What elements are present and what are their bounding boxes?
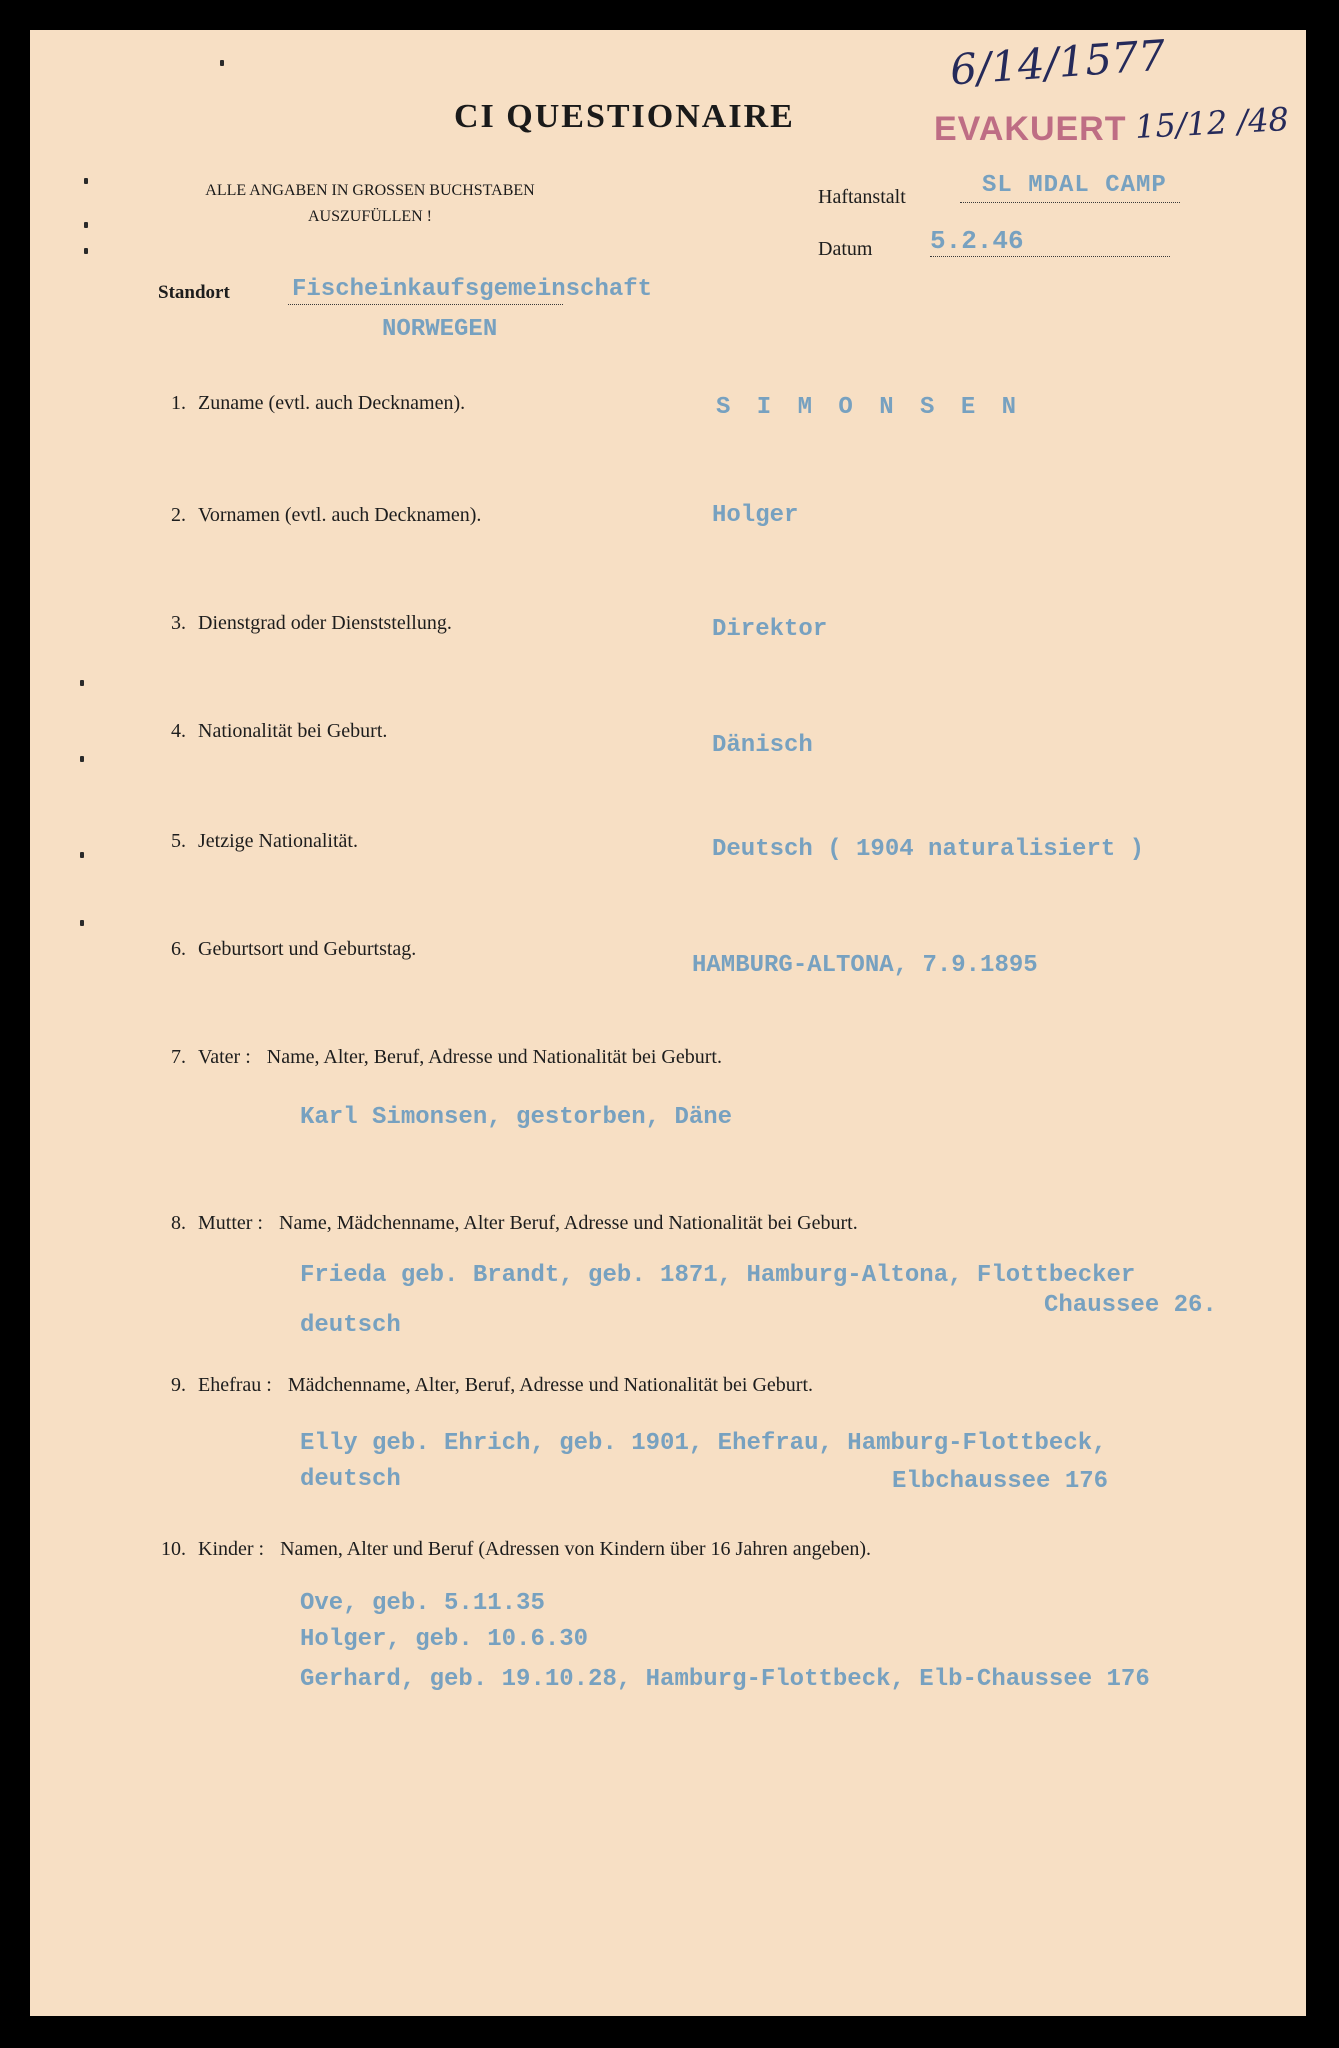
field-vornamen-value: Holger	[712, 502, 799, 529]
handwritten-date: 15/12 /48	[1134, 99, 1290, 147]
field-kinder-value-line: Gerhard, geb. 19.10.28, Hamburg-Flottbeck, Elb-Chaussee 176	[300, 1666, 1150, 1693]
haftanstalt-underline	[960, 202, 1180, 203]
datum-label: Datum	[818, 238, 873, 260]
field-vornamen-label: 2. Vornamen (evtl. auch Decknamen).	[171, 504, 482, 526]
archive-number: 6/14/1577	[948, 30, 1167, 95]
standort-underline	[288, 304, 563, 305]
margin-mark	[220, 60, 224, 66]
field-kinder-label: 10. Kinder : Namen, Alter und Beruf (Adressen von Kindern über 16 Jahren angeben).	[161, 1538, 872, 1560]
standort-value-line2: NORWEGEN	[382, 316, 498, 343]
field-vater-value: Karl Simonsen, gestorben, Däne	[300, 1104, 733, 1131]
field-mutter-value-line1: Frieda geb. Brandt, geb. 1871, Hamburg-Altona, Flottbecker	[300, 1262, 1136, 1289]
field-ehefrau-value-line2: deutsch	[300, 1466, 401, 1493]
field-vater-label: 7. Vater : Name, Alter, Beruf, Adresse und Nationalität bei Geburt.	[171, 1046, 722, 1068]
datum-value: 5.2.46	[930, 226, 1024, 256]
field-mutter-value-line3: deutsch	[300, 1312, 401, 1339]
field-ehefrau-value-line1: Elly geb. Ehrich, geb. 1901, Ehefrau, Hamburg-Flottbeck,	[300, 1430, 1107, 1457]
field-dienstgrad-label: 3. Dienstgrad oder Dienststellung.	[171, 612, 452, 634]
field-jetzige-nationalitaet-value: Deutsch ( 1904 naturalisiert )	[712, 836, 1145, 863]
standort-label: Standort	[158, 282, 230, 303]
haftanstalt-value: SL MDAL CAMP	[982, 172, 1167, 199]
field-geburtsort-label: 6. Geburtsort und Geburtstag.	[171, 938, 417, 960]
margin-mark	[80, 680, 84, 686]
margin-mark	[84, 222, 88, 228]
field-nationalitaet-geburt-value: Dänisch	[712, 732, 813, 759]
margin-mark	[84, 248, 88, 254]
field-zuname-label: 1. Zuname (evtl. auch Decknamen).	[171, 392, 466, 414]
field-ehefrau-value-line2b: Elbchaussee 176	[892, 1468, 1109, 1495]
field-mutter-label: 8. Mutter : Name, Mädchenname, Alter Beruf, Adresse und Nationalität bei Geburt.	[171, 1212, 858, 1234]
field-nationalitaet-geburt-label: 4. Nationalität bei Geburt.	[171, 720, 388, 742]
evakuert-stamp: EVAKUERT	[934, 110, 1127, 148]
field-zuname-value: S I M O N S E N	[716, 394, 1023, 421]
margin-mark	[80, 852, 84, 858]
instruction-line: AUSZUFÜLLEN !	[308, 208, 432, 225]
field-dienstgrad-value: Direktor	[712, 616, 828, 643]
margin-mark	[80, 920, 84, 926]
questionnaire-page	[30, 30, 1306, 2016]
instruction-line: ALLE ANGABEN IN GROSSEN BUCHSTABEN	[205, 182, 535, 199]
field-geburtsort-value: HAMBURG-ALTONA, 7.9.1895	[692, 952, 1038, 979]
haftanstalt-label: Haftanstalt	[818, 186, 906, 208]
instructions	[150, 178, 590, 230]
field-kinder-value-line: Holger, geb. 10.6.30	[300, 1626, 589, 1653]
datum-underline	[930, 256, 1170, 257]
standort-value: Fischeinkaufsgemeinschaft	[292, 276, 653, 303]
field-mutter-value-line2: Chaussee 26.	[1044, 1292, 1217, 1319]
margin-mark	[80, 756, 84, 762]
margin-mark	[84, 178, 88, 184]
form-title: CI QUESTIONAIRE	[454, 98, 795, 135]
field-ehefrau-label: 9. Ehefrau : Mädchenname, Alter, Beruf, Adresse und Nationalität bei Geburt.	[171, 1374, 814, 1396]
field-jetzige-nationalitaet-label: 5. Jetzige Nationalität.	[171, 830, 358, 852]
field-kinder-value-line: Ove, geb. 5.11.35	[300, 1590, 545, 1617]
